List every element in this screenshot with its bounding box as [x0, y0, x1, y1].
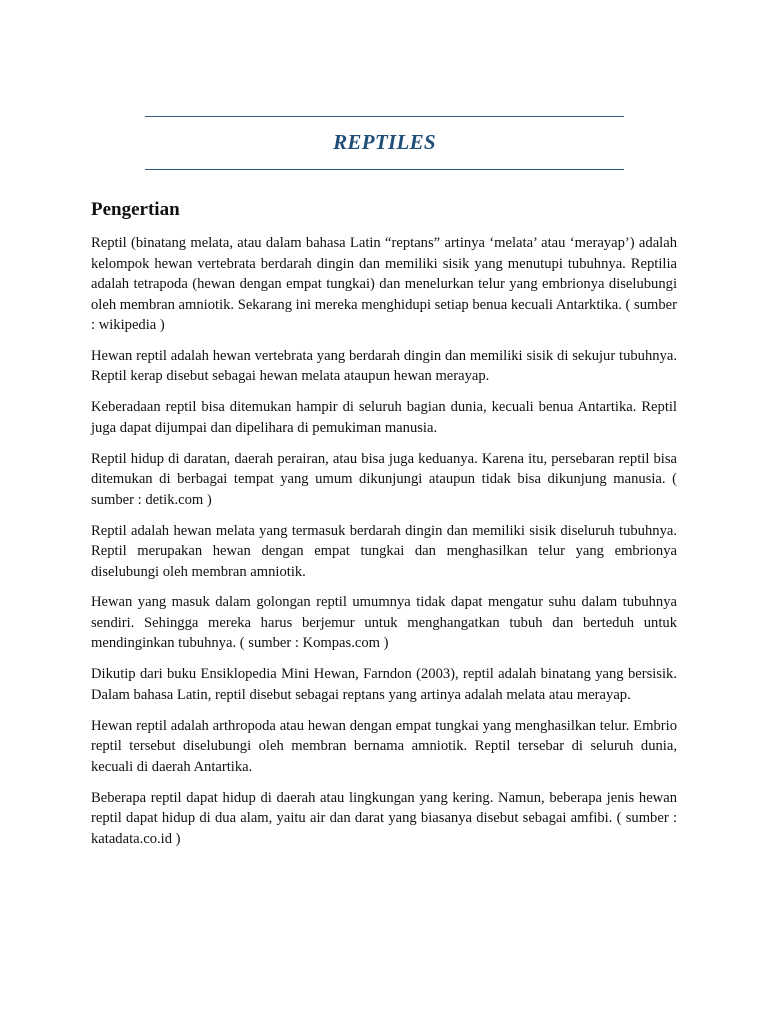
section-heading: Pengertian: [91, 199, 180, 220]
paragraph: Reptil hidup di daratan, daerah perairan, atau bisa juga keduanya. Karena itu, persebaran reptil bisa ditemukan di berbagai tempat yang umum dikunjungi ataupun tidak bisa dikunjung manusia. ( sumber : detik.com ): [91, 450, 677, 508]
paragraph: Dikutip dari buku Ensiklopedia Mini Hewan, Farndon (2003), reptil adalah binatang yang bersisik. Dalam bahasa Latin, reptil disebut sebagai reptans yang artinya adalah melata atau merayap.: [91, 666, 677, 703]
paragraph: Hewan reptil adalah arthropoda atau hewan dengan empat tungkai yang menghasilkan telur. Embrio reptil tersebut diselubungi oleh membran bernama amniotik. Reptil tersebar di seluruh dunia, kecuali di daerah Antartika.: [91, 717, 677, 775]
paragraph: Hewan yang masuk dalam golongan reptil umumnya tidak dapat mengatur suhu dalam tubuhnya sendiri. Sehingga mereka harus berjemur untuk menghangatkan tubuh dan berteduh untuk mendinginkan tubuhnya. ( sumber : Kompas.com ): [91, 594, 677, 652]
paragraph: Reptil adalah hewan melata yang termasuk berdarah dingin dan memiliki sisik diseluruh tubuhnya. Reptil merupakan hewan dengan empat tungkai dan menghasilkan telur yang embrionya diselubungi oleh membran amniotik.: [91, 522, 677, 580]
title-bottom-rule: [145, 169, 624, 170]
paragraph: Reptil (binatang melata, atau dalam bahasa Latin “reptans” artinya ‘melata’ atau ‘merayap’) adalah kelompok hewan vertebrata berdarah dingin dan memiliki sisik yang menutupi tubuhnya. Reptilia adalah tetrapoda (hewan dengan empat tungkai) dan menelurkan telur yang embrionya diselubungi oleh membran amniotik. Sekarang ini mereka menghidupi setiap benua kecuali Antarktika. ( sumber : wikipedia ): [91, 235, 678, 333]
paragraph: Hewan reptil adalah hewan vertebrata yang berdarah dingin dan memiliki sisik di sekujur tubuhnya. Reptil kerap disebut sebagai hewan melata ataupun hewan merayap.: [91, 347, 677, 385]
document-title: REPTILES: [333, 130, 436, 154]
title-top-rule: [145, 116, 624, 117]
title-block: [145, 116, 624, 171]
body-text: [91, 233, 677, 860]
paragraph: Keberadaan reptil bisa ditemukan hampir di seluruh bagian dunia, kecuali benua Antartika. Reptil juga dapat dijumpai dan dipelihara di pemukiman manusia.: [91, 399, 677, 436]
paragraph: Beberapa reptil dapat hidup di daerah atau lingkungan yang kering. Namun, beberapa jenis hewan reptil dapat hidup di dua alam, yaitu air dan darat yang biasanya disebut sebagai amfibi. ( sumber : katadata.co.id ): [91, 789, 677, 847]
